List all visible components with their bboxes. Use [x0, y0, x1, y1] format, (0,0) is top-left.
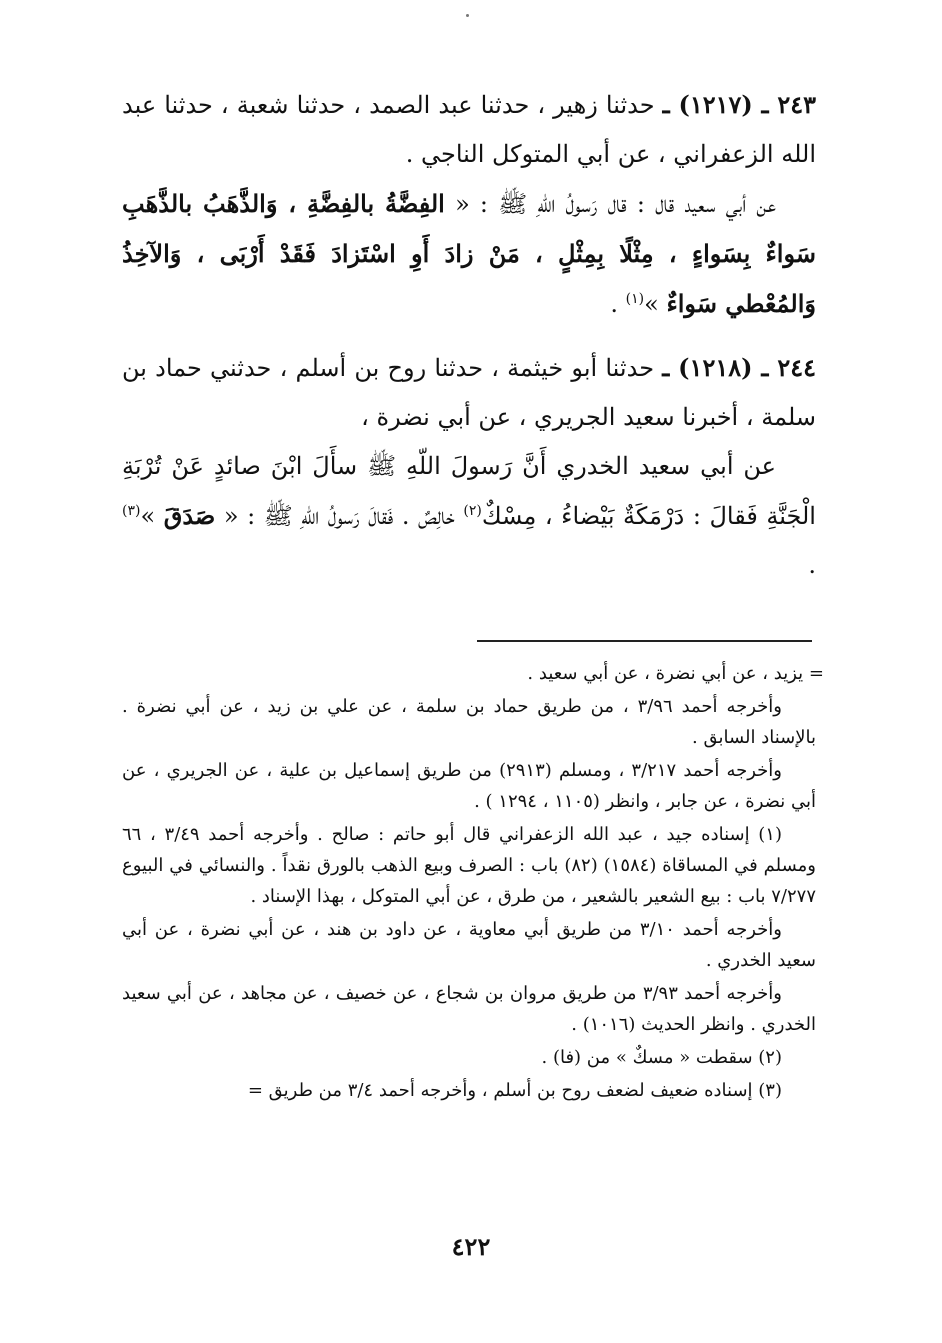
- footnote-paragraph: وأخرجه أحمد ٣/٩٦ ، من طريق حماد بن سلمة ، عن علي بن زيد ، عن أبي نضرة . بالإسناد السابق .: [122, 696, 816, 748]
- main-text: [122, 80, 816, 604]
- footnote-divider: [477, 640, 812, 642]
- top-mark: [466, 14, 469, 17]
- matn-text: الفِضَّةُ بالفِضَّةِ ، وَالذَّهَبُ بالذَّهَبِ سَواءٌ بِسَواءٍ ، مِثْلًا بِمِثْلٍ ، مَنْ زادَ أَوِ اسْتَزادَ فَقَدْ أَرْبَى ، وَالآخِذُ وَالمُعْطي سَواءٌ: [122, 189, 816, 318]
- isnad-paragraph: [122, 343, 816, 442]
- footnotes: [122, 658, 824, 1108]
- hadith-number: ٢٤٤ ـ (١٢١٨) ـ: [662, 353, 816, 382]
- matn-paragraph: [122, 179, 816, 329]
- isnad-paragraph: [122, 80, 816, 179]
- footnote-ref: (٢): [463, 503, 482, 519]
- footnote-ref: (١): [625, 291, 645, 307]
- hadith-244: [122, 343, 816, 590]
- matn-paragraph: [122, 442, 816, 590]
- matn-end: .: [808, 551, 816, 579]
- matn-end: .: [610, 290, 619, 318]
- isnad-text: حدثنا زهير ، حدثنا عبد الصمد ، حدثنا شعبة ، حدثنا عبد الله الزعفراني ، عن أبي المتوكل الناجي .: [122, 91, 816, 168]
- matn-close: »: [140, 502, 156, 530]
- hadith-243: [122, 80, 816, 329]
- matn-intro: عن أبي سعيد قال : قال رَسولُ اللّهِ ﷺ : «: [455, 190, 777, 218]
- isnad-text: حدثنا أبو خيثمة ، حدثنا روح بن أسلم ، حدثني حماد بن سلمة ، أخبرنا سعيد الجريري ، عن أبي نضرة ،: [122, 354, 816, 431]
- matn-text: صَدَقَ: [163, 501, 216, 530]
- footnote-3: (٣) إسناده ضعيف لضعف روح بن أسلم ، وأخرجه أحمد ٣/٤ من طريق =: [247, 1080, 782, 1101]
- footnote-1: (١) إسناده جيد ، عبد الله الزعفراني قال أبو حاتم : صالح . وأخرجه أحمد ٣/٤٩ ، ٦٦ ومسلم في المساقاة (١٥٨٤) (٨٢) باب : الصرف وبيع الذهب بالورق نقداً . والنسائي في البيوع ٧/٢٧٧ باب : بيع الشعير بالشعير ، من طرق ، عن أبي المتوكل ، بهذا الإسناد .: [122, 824, 816, 907]
- matn-close: »: [644, 290, 659, 318]
- footnote-paragraph: وأخرجه أحمد ٣/١٠ من طريق أبي معاوية ، عن داود بن هند ، عن أبي نضرة ، عن أبي سعيد الخدري .: [122, 919, 816, 971]
- footnote-2: (٢) سقطت « مسكٌ » من (فا) .: [541, 1047, 782, 1068]
- footnote-continuation: = يزيد ، عن أبي نضرة ، عن أبي سعيد .: [527, 663, 824, 684]
- footnote-paragraph: وأخرجه أحمد ٣/٢١٧ ، ومسلم (٢٩١٣) من طريق إسماعيل بن علية ، عن الجريري ، عن أبي نضرة ، عن جابر ، وانظر (١١٠٥ ، ١٢٩٤ ) .: [122, 760, 816, 812]
- footnote-ref: (٣): [122, 503, 141, 519]
- footnote-paragraph: وأخرجه أحمد ٣/٩٣ من طريق مروان بن شجاع ، عن خصيف ، عن مجاهد ، عن أبي سعيد الخدري . وانظر الحديث (١٠١٦) .: [122, 983, 816, 1035]
- matn-intro: عن أبي سعيد الخدري أَنَّ رَسولَ اللّهِ ﷺ سأَلَ ابْنَ صائدٍ عَنْ تُرْبَةِ الْجَنَّةِ فَقالَ : دَرْمَكَةٌ بَيْضاءُ ، مِسْكٌ: [122, 452, 816, 530]
- matn-intro-2: خالِصٌ . فَقالَ رَسولُ اللّهِ ﷺ : «: [223, 502, 455, 530]
- hadith-number: ٢٤٣ ـ (١٢١٧) ـ: [662, 90, 816, 119]
- page-number: ٤٢٢: [451, 1232, 491, 1261]
